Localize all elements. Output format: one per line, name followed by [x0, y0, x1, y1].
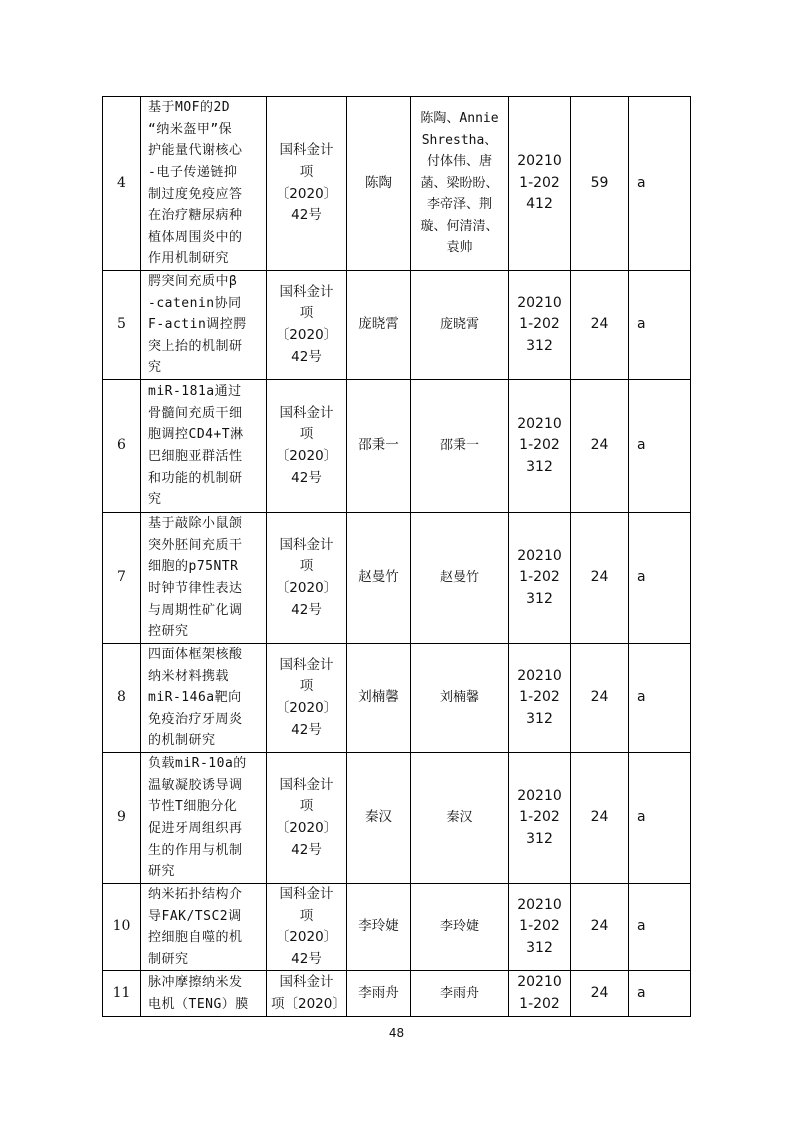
cell-amount-text: 59: [590, 174, 609, 191]
cell-cat: [629, 271, 691, 380]
cell-amount: [571, 752, 629, 883]
cell-ref: [267, 971, 347, 1017]
table-row: [103, 643, 691, 752]
cell-ref: [267, 883, 347, 970]
cell-period: [509, 752, 571, 883]
cell-amount-text: 24: [590, 569, 609, 586]
cell-cat: [629, 97, 691, 271]
cell-members: [411, 643, 509, 752]
cell-amount-text: 24: [590, 918, 609, 935]
cell-ref-text: 国科金计 项〔2020〕 42号: [275, 142, 338, 224]
cell-idx-text: 9: [117, 809, 126, 826]
cell-title: [141, 379, 267, 512]
cell-period-text: 20210 1-202: [517, 974, 562, 1012]
cell-title-text: 负载miR-10a的 温敏凝胶诱导调 节性T细胞分化 促进牙周组织再 生的作用与机制 研究: [148, 756, 247, 880]
cell-amount: [571, 271, 629, 380]
cell-cat: [629, 971, 691, 1017]
cell-amount-text: 24: [590, 689, 609, 706]
cell-period-text: 20210 1-202 312: [517, 787, 562, 847]
cell-amount: [571, 512, 629, 643]
table-row: [103, 379, 691, 512]
cell-title-text: 腭突间充质中β -catenin协同 F-actin调控腭 突上抬的机制研 究: [148, 274, 247, 376]
cell-leader: [347, 643, 411, 752]
cell-cat: [629, 643, 691, 752]
cell-members: [411, 752, 509, 883]
cell-idx: [103, 271, 141, 380]
cell-amount-text: 24: [590, 985, 609, 1002]
cell-period: [509, 971, 571, 1017]
cell-period: [509, 379, 571, 512]
cell-period: [509, 883, 571, 970]
cell-ref-text: 国科金计 项〔2020〕 42号: [275, 885, 338, 967]
cell-leader: [347, 752, 411, 883]
cell-idx: [103, 379, 141, 512]
cell-amount: [571, 883, 629, 970]
cell-leader-text: 李玲婕: [358, 918, 399, 935]
cell-period-text: 20210 1-202 312: [517, 667, 562, 727]
project-table: [102, 96, 691, 1017]
cell-amount-text: 24: [590, 437, 609, 454]
cell-title-text: 基于MOF的2D “纳米盔甲”保 护能量代谢核心 -电子传递链抑 制过度免疫应答 在治疗糖尿病种 植体周围炎中的 作用机制研究: [148, 100, 243, 267]
cell-cat: [629, 379, 691, 512]
cell-ref-text: 国科金计 项〔2020〕 42号: [275, 776, 338, 858]
cell-title: [141, 97, 267, 271]
cell-cat-text: a: [637, 918, 646, 935]
cell-leader-text: 赵曼竹: [358, 569, 399, 586]
cell-idx-text: 7: [117, 569, 126, 586]
cell-members-text: 刘楠馨: [439, 690, 479, 706]
cell-cat-text: a: [637, 985, 646, 1002]
cell-ref: [267, 643, 347, 752]
cell-cat-text: a: [637, 809, 646, 826]
cell-title-text: 基于敲除小鼠颌 突外胚间充质干 细胞的p75NTR 时钟节律性表达 与周期性矿化调 控研究: [148, 516, 243, 640]
cell-idx-text: 11: [112, 985, 131, 1002]
cell-amount: [571, 97, 629, 271]
cell-idx-text: 8: [117, 689, 126, 706]
cell-cat: [629, 512, 691, 643]
cell-period-text: 20210 1-202 312: [517, 547, 562, 607]
cell-idx-text: 6: [117, 437, 126, 454]
cell-members-text: 秦汉: [446, 810, 473, 826]
cell-members-text: 庞晓霄: [439, 317, 479, 333]
cell-title: [141, 271, 267, 380]
cell-idx-text: 10: [112, 918, 131, 935]
cell-members: [411, 271, 509, 380]
cell-leader: [347, 379, 411, 512]
cell-leader-text: 秦汉: [365, 809, 392, 826]
cell-idx-text: 4: [117, 174, 126, 191]
cell-ref: [267, 271, 347, 380]
cell-title: [141, 643, 267, 752]
cell-leader-text: 邵秉一: [358, 437, 399, 454]
cell-members: [411, 512, 509, 643]
cell-ref-text: 国科金计 项〔2020〕: [271, 974, 346, 1012]
cell-members-text: 赵曼竹: [439, 570, 479, 586]
page-number: 48: [388, 1026, 405, 1040]
cell-title-text: 四面体框架核酸 纳米材料携载 miR-146a靶向 免疫治疗牙周炎 的机制研究: [148, 646, 243, 749]
cell-cat-text: a: [637, 174, 646, 191]
cell-ref-text: 国科金计 项〔2020〕 42号: [275, 656, 338, 738]
cell-leader: [347, 971, 411, 1017]
cell-period-text: 20210 1-202 312: [517, 415, 562, 475]
cell-idx: [103, 512, 141, 643]
cell-ref: [267, 97, 347, 271]
cell-ref: [267, 379, 347, 512]
table-row: [103, 883, 691, 970]
cell-amount-text: 24: [590, 809, 609, 826]
cell-leader: [347, 271, 411, 380]
cell-title-text: 纳米拓扑结构介 导FAK/TSC2调 控细胞自噬的机 制研究: [148, 886, 243, 967]
cell-amount: [571, 379, 629, 512]
cell-cat-text: a: [637, 316, 646, 333]
cell-idx: [103, 752, 141, 883]
cell-leader: [347, 97, 411, 271]
cell-title: [141, 971, 267, 1017]
cell-members-text: 陈陶、Annie Shrestha、 付体伟、唐 菡、梁盼盼、 李帝泽、荆 璇、何清清、 袁帅: [420, 110, 499, 256]
cell-period-text: 20210 1-202 412: [517, 153, 562, 213]
cell-members: [411, 971, 509, 1017]
cell-idx: [103, 883, 141, 970]
cell-cat-text: a: [637, 689, 646, 706]
cell-members-text: 李玲婕: [439, 919, 479, 935]
cell-title: [141, 752, 267, 883]
cell-ref-text: 国科金计 项〔2020〕 42号: [275, 536, 338, 618]
cell-members-text: 李雨舟: [439, 986, 479, 1002]
cell-cat-text: a: [637, 569, 646, 586]
cell-ref-text: 国科金计 项〔2020〕 42号: [275, 283, 338, 365]
cell-leader-text: 李雨舟: [358, 985, 399, 1002]
cell-period: [509, 97, 571, 271]
cell-leader-text: 刘楠馨: [358, 689, 399, 706]
cell-members-text: 邵秉一: [439, 438, 479, 454]
cell-amount: [571, 971, 629, 1017]
cell-ref: [267, 752, 347, 883]
table-row: [103, 97, 691, 271]
cell-title-text: miR-181a通过 骨髓间充质干细 胞调控CD4+T淋 巴细胞亚群活性 和功能的机制研 究: [148, 384, 244, 508]
cell-leader: [347, 512, 411, 643]
cell-amount-text: 24: [590, 316, 609, 333]
cell-idx-text: 5: [117, 316, 126, 333]
cell-members: [411, 379, 509, 512]
cell-period: [509, 643, 571, 752]
cell-idx: [103, 97, 141, 271]
cell-idx: [103, 971, 141, 1017]
cell-title: [141, 512, 267, 643]
cell-cat: [629, 883, 691, 970]
cell-leader: [347, 883, 411, 970]
cell-members: [411, 97, 509, 271]
cell-title: [141, 883, 267, 970]
cell-period: [509, 512, 571, 643]
table-row: [103, 971, 691, 1017]
cell-ref-text: 国科金计 项〔2020〕 42号: [275, 404, 338, 486]
cell-cat-text: a: [637, 437, 646, 454]
cell-members: [411, 883, 509, 970]
cell-cat: [629, 752, 691, 883]
table-row: [103, 271, 691, 380]
cell-idx: [103, 643, 141, 752]
table-row: [103, 752, 691, 883]
cell-leader-text: 陈陶: [365, 174, 392, 191]
cell-period-text: 20210 1-202 312: [517, 896, 562, 956]
cell-period: [509, 271, 571, 380]
table-row: [103, 512, 691, 643]
cell-leader-text: 庞晓霄: [358, 316, 399, 333]
cell-title-text: 脉冲摩擦纳米发 电机（TENG）膜: [148, 975, 249, 1012]
cell-period-text: 20210 1-202 312: [517, 294, 562, 354]
cell-ref: [267, 512, 347, 643]
cell-amount: [571, 643, 629, 752]
